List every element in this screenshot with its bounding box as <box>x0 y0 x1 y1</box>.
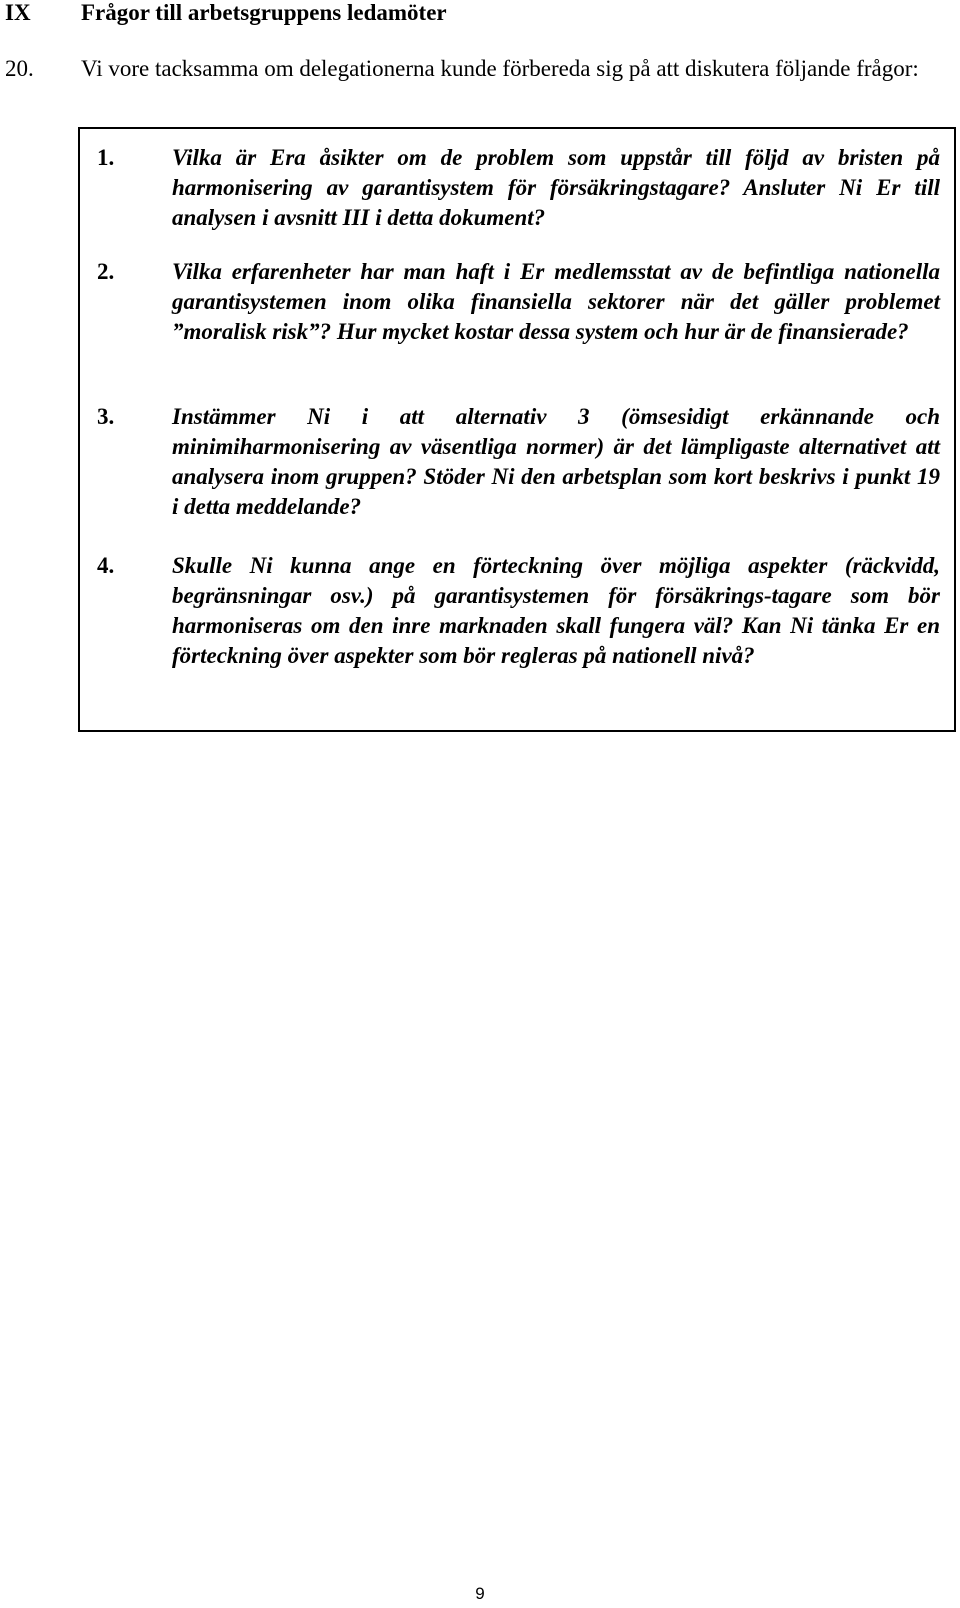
paragraph-number: 20. <box>5 56 34 81</box>
question-text: Skulle Ni kunna ange en förteckning över möjliga aspekter (räckvidd, begränsningar osv.) på garantisystemen för försäkrings-tagare som bör harmoniseras om den inre marknaden skall fungera väl? Kan Ni tänka Er en förteckning över aspekter som bör regleras på nationell nivå? <box>172 553 940 668</box>
question-number: 2. <box>97 259 115 284</box>
question-text: Vilka är Era åsikter om de problem som uppstår till följd av bristen på harmonisering av garantisystem för försäkringstagare? Ansluter Ni Er till analysen i avsnitt III i detta dokument? <box>172 145 940 230</box>
question-number: 4. <box>97 553 115 578</box>
page-number: 9 <box>475 1584 485 1603</box>
question-text: Vilka erfarenheter har man haft i Er medlemsstat av de befintliga nationella garantisystemen inom olika finansiella sektorer när det gäller problemet ”moralisk risk”? Hur mycket kostar dessa system och hur är de finansierade? <box>172 259 940 344</box>
paragraph-text: Vi vore tacksamma om delegationerna kunde förbereda sig på att diskutera följande frågor: <box>81 56 919 81</box>
question-text: Instämmer Ni i att alternativ 3 (ömsesidigt erkännande och minimiharmonisering av väsentliga normer) är det lämpligaste alternativet att analysera inom gruppen? Stöder Ni den arbetsplan som kort beskrivs i punkt 19 i detta meddelande? <box>172 404 940 519</box>
section-number: IX <box>5 0 31 25</box>
questions-box <box>78 127 956 732</box>
question-number: 1. <box>97 145 115 170</box>
section-title: Frågor till arbetsgruppens ledamöter <box>81 0 447 25</box>
section-heading <box>0 0 960 30</box>
question-number: 3. <box>97 404 115 429</box>
